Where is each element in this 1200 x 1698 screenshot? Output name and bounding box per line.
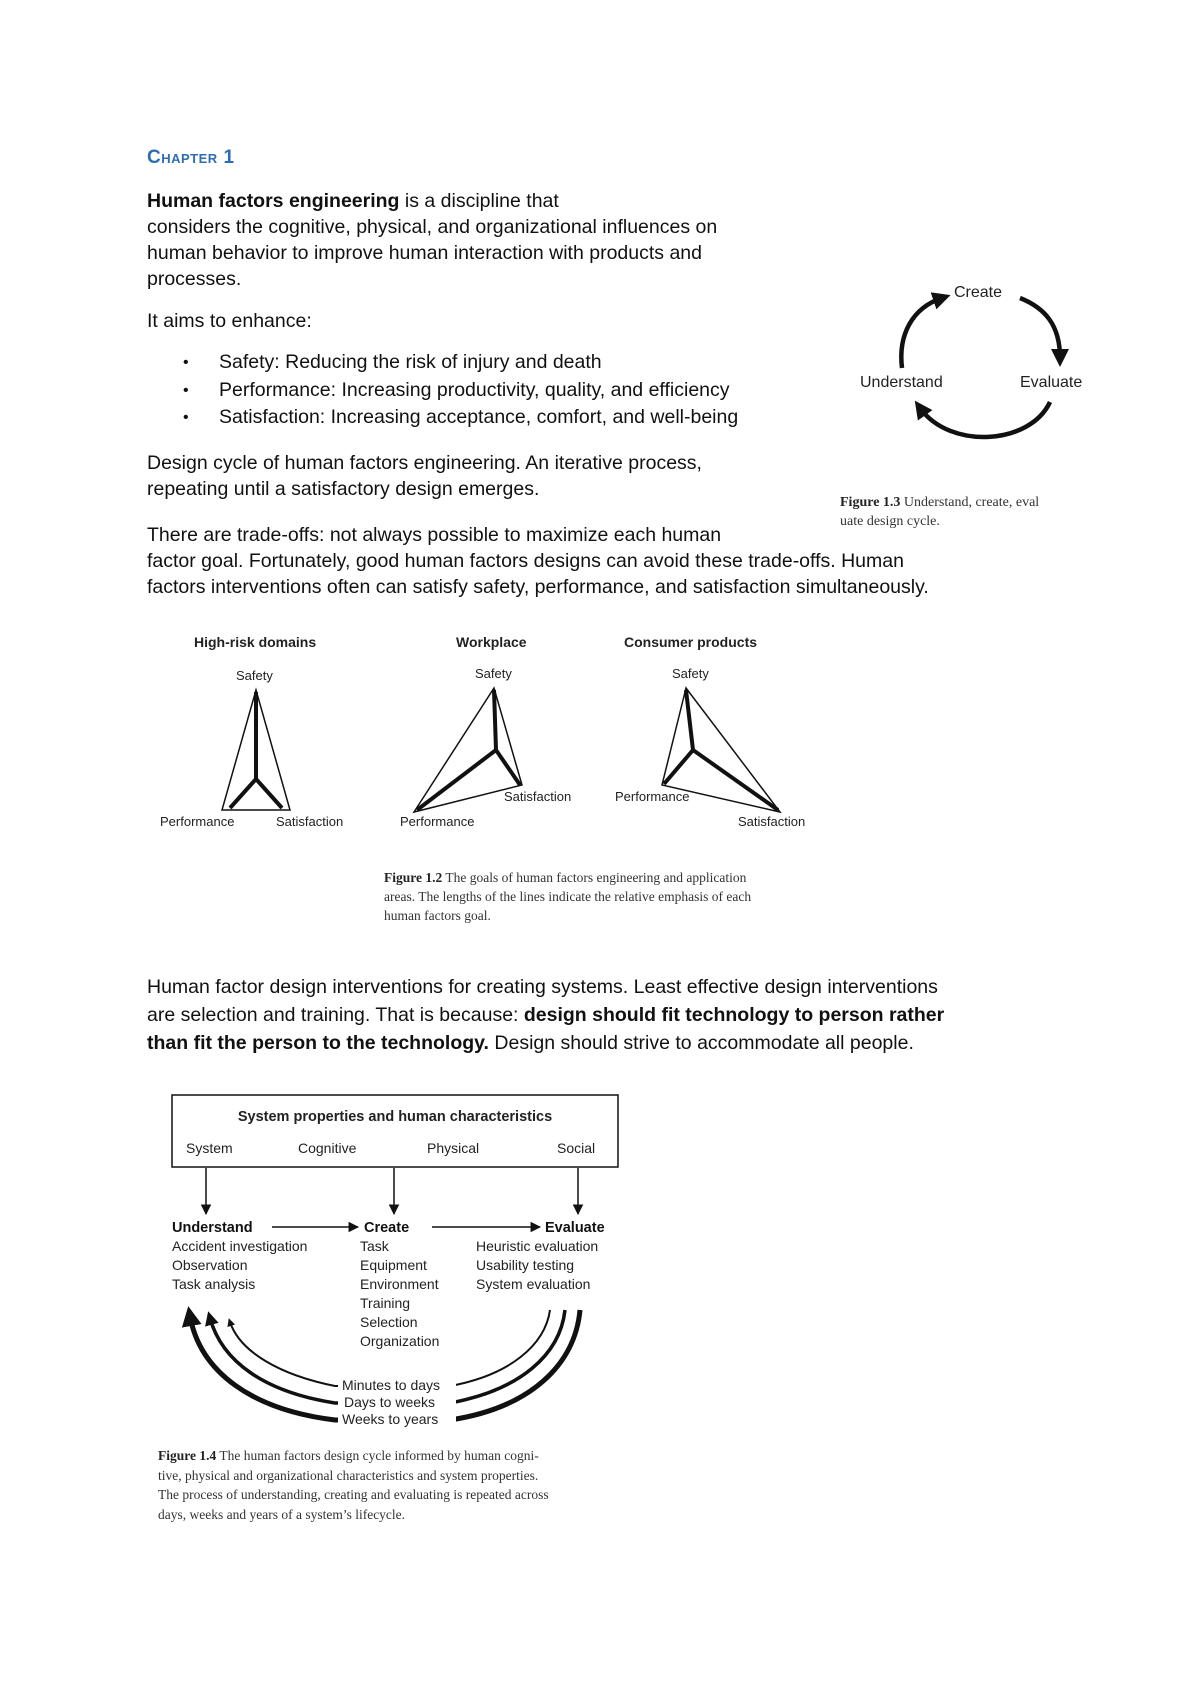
caption-text: uate design cycle. [840,514,940,529]
stage-evaluate-title: Evaluate [545,1220,605,1236]
caption-text: human factors goal. [384,908,491,923]
figure-1-4-design-cycle-diagram [160,1090,640,1430]
timescale-days-to-weeks: Days to weeks [344,1394,436,1410]
panel-title: High-risk domains [194,634,317,650]
cycle-arrow-evaluate-to-understand [920,402,1050,437]
panel-title: Consumer products [624,634,758,650]
safety-line [686,690,693,750]
caption-label: Figure 1.2 [384,870,443,885]
design-cycle-line-1: Design cycle of human factors engineering. An iterative process, [147,452,702,474]
satisfaction-line [693,750,778,810]
emphasis-text: design should fit technology to person rather [523,1004,945,1026]
tradeoff-paragraph [147,522,929,600]
label-safety: Safety [475,666,512,681]
interventions-line-2: are selection and training. That is because: [147,1004,524,1026]
understand-item: Task analysis [172,1276,256,1292]
figure-1-4-caption [158,1446,638,1524]
label-satisfaction: Satisfaction [276,814,344,829]
label-performance: Performance [615,789,690,804]
box-item-cognitive: Cognitive [298,1140,357,1156]
panel-workplace [400,634,571,829]
caption-text: The human factors design cycle informed by human cogni- [216,1448,539,1463]
label-performance: Performance [400,814,475,829]
list-item: • Satisfaction: Increasing acceptance, comfort, and well-being [147,404,738,432]
evaluate-item: System evaluation [476,1276,591,1292]
box-title: System properties and human characteristics [237,1109,553,1125]
interventions-line-3: Design should strive to accommodate all people. [488,1032,914,1054]
cycle-label-understand: Understand [860,374,943,391]
interventions-paragraph [147,973,944,1057]
timescale-minutes-to-days: Minutes to days [342,1377,441,1393]
caption-text: areas. The lengths of the lines indicate the relative emphasis of each [384,889,752,904]
understand-item: Accident investigation [172,1238,308,1254]
figure-1-3-cycle-diagram [850,280,1110,460]
figure-1-2-goals-triangles [150,630,830,830]
create-item: Training [360,1295,411,1311]
caption-text: Understand, create, eval [900,495,1040,510]
intro-line-3: human behavior to improve human interaction with products and [147,242,702,264]
create-item: Equipment [360,1257,427,1273]
caption-label: Figure 1.4 [158,1448,217,1463]
intro-line-1: is a discipline that [399,190,559,212]
caption-text: days, weeks and years of a system’s lifecycle. [158,1506,406,1522]
tradeoff-line-3: factors interventions often can satisfy safety, performance, and satisfaction simultaneously. [147,576,929,598]
design-cycle-paragraph [147,450,702,502]
chapter-heading: Chapter 1 [147,147,235,168]
cycle-arrow-create-to-evaluate [1020,298,1060,358]
understand-item: Observation [172,1257,248,1273]
safety-line [494,690,496,750]
caption-text: The goals of human factors engineering and application [442,870,747,885]
performance-line [230,779,256,808]
aims-list [147,349,738,432]
label-performance: Performance [160,814,235,829]
panel-high-risk [160,634,343,829]
box-item-physical: Physical [427,1140,480,1156]
evaluate-item: Usability testing [476,1257,575,1273]
box-item-system: System [186,1140,233,1156]
create-item: Environment [360,1276,439,1292]
figure-1-2-caption [384,868,824,925]
label-satisfaction: Satisfaction [738,814,806,829]
aims-intro: It aims to enhance: [147,310,312,332]
satisfaction-line [256,779,282,808]
intro-line-2: considers the cognitive, physical, and organizational influences on [147,216,718,238]
caption-text: The process of understanding, creating and evaluating is repeated across [158,1487,549,1502]
panel-consumer-products [615,634,805,829]
performance-line [664,750,693,784]
intro-line-4: processes. [147,268,242,290]
tradeoff-line-2: factor goal. Fortunately, good human factors designs can avoid these trade-offs. Human [147,550,904,572]
interventions-line-1: Human factor design interventions for creating systems. Least effective design interventions [147,976,938,998]
create-item: Task [360,1238,389,1254]
label-satisfaction: Satisfaction [504,789,572,804]
cycle-label-create: Create [954,284,1003,301]
timescale-weeks-to-years: Weeks to years [342,1411,439,1427]
create-item: Selection [360,1314,418,1330]
properties-box [172,1095,618,1167]
caption-label: Figure 1.3 [840,495,901,510]
stage-create-title: Create [364,1220,410,1236]
cycle-arrow-understand-to-create [901,298,942,368]
key-term: Human factors engineering [147,190,400,212]
design-cycle-line-2: repeating until a satisfactory design emerges. [147,478,540,500]
list-item: • Safety: Reducing the risk of injury and death [147,349,738,377]
list-item: • Performance: Increasing productivity, quality, and efficiency [147,377,738,405]
create-item: Organization [360,1333,440,1349]
evaluate-item: Heuristic evaluation [476,1238,599,1254]
tradeoff-line-1: There are trade-offs: not always possible to maximize each human [147,524,722,546]
stage-understand-title: Understand [172,1220,253,1236]
label-safety: Safety [236,668,273,683]
box-item-social: Social [557,1140,596,1156]
intro-paragraph [147,188,717,292]
cycle-label-evaluate: Evaluate [1020,374,1083,391]
label-safety: Safety [672,666,709,681]
panel-title: Workplace [456,634,527,650]
figure-1-3-caption [840,493,1110,531]
caption-text: tive, physical and organizational characteristics and system properties. [158,1467,539,1483]
emphasis-text: than fit the person to the technology. [147,1032,489,1054]
